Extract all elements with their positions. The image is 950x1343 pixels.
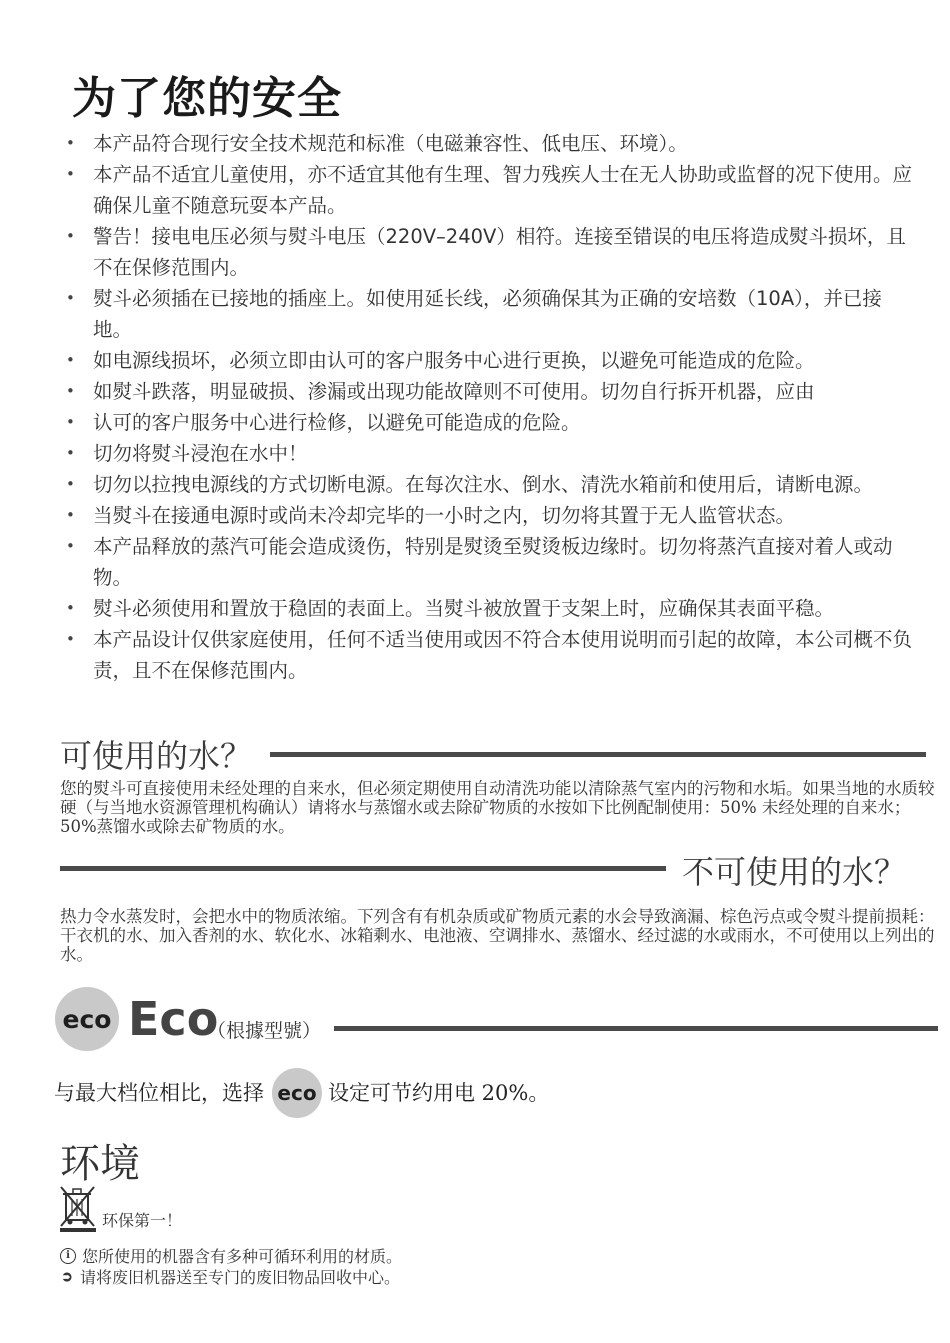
environment-title: 环境: [60, 1141, 140, 1187]
eco-icon: [272, 1068, 322, 1118]
eco-title: Eco: [128, 992, 219, 1046]
safety-item: • 本产品不适宜儿童使用，亦不适宜其他有生理、智力残疾人士在无人协助或监督的况下使用。应确保儿童不随意玩耍本产品。: [66, 159, 916, 221]
safety-item: • 当熨斗在接通电源时或尚未冷却完毕的一小时之内，切勿将其置于无人监管状态。: [66, 500, 916, 531]
recycle-info-row: [60, 1244, 402, 1267]
unusable-water-text: 热力令水蒸发时，会把水中的物质浓缩。下列含有有机杂质或矿物质元素的水会导致滴漏、棕色污点或令熨斗提前损耗：干衣机的水、加入香剂的水、软化水、冰箱剩水、电池液、空调排水、蒸馏水、经过滤的水或雨水，不可使用以上列出的水。: [60, 907, 935, 964]
safety-item: • 切勿以拉拽电源线的方式切断电源。在每次注水、倒水、清洗水箱前和使用后，请断电源。: [66, 469, 916, 500]
section-divider: [334, 1026, 938, 1031]
eco-badge-label: eco: [62, 1004, 112, 1034]
recycle-row: [58, 1184, 182, 1232]
safety-item: • 本产品符合现行安全技术规范和标准（电磁兼容性、低电压、环境）。: [66, 128, 916, 159]
safety-item: • 切勿将熨斗浸泡在水中！: [66, 438, 916, 469]
usable-water-heading: 可使用的水？: [60, 737, 253, 775]
page-title: 为了您的安全: [72, 73, 342, 124]
eco-text-after: 设定可节约用电 20%。: [328, 1081, 550, 1105]
eco-text-before: 与最大档位相比，选择: [54, 1081, 264, 1105]
safety-item: • 警告！接电电压必须与熨斗电压（220V–240V）相符。连接至错误的电压将造成熨斗损坏，且不在保修范围内。: [66, 221, 916, 283]
environment-tagline: 环保第一！: [102, 1210, 183, 1230]
eco-description: [54, 1067, 549, 1117]
info-icon: i: [60, 1248, 76, 1264]
usable-water-text: 您的熨斗可直接使用未经处理的自来水，但必须定期使用自动清洗功能以清除蒸气室内的污物和水垢。如果当地的水质较硬（与当地水资源管理机构确认）请将水与蒸馏水或去除矿物质的水按如下比例配制使用：50% 未经处理的自来水；50%蒸馏水或除去矿物质的水。: [60, 779, 935, 836]
section-divider: [60, 866, 666, 871]
recycle-info-row: [60, 1265, 400, 1288]
safety-item: • 认可的客户服务中心进行检修，以避免可能造成的危险。: [66, 407, 916, 438]
eco-icon: [55, 987, 119, 1051]
unusable-water-heading: 不可使用的水？: [682, 853, 907, 891]
environment-line-1: 您所使用的机器含有多种可循环利用的材质。: [82, 1247, 403, 1266]
safety-item: • 本产品设计仅供家庭使用，任何不适当使用或因不符合本使用说明而引起的故障，本公司概不负责，且不在保修范围内。: [66, 624, 916, 686]
arrow-right-icon: ➲: [61, 1268, 73, 1285]
safety-item: • 如熨斗跌落，明显破损、渗漏或出现功能故障则不可使用。切勿自行拆开机器，应由: [66, 376, 916, 407]
section-divider: [270, 752, 926, 757]
safety-item: • 熨斗必须使用和置放于稳固的表面上。当熨斗被放置于支架上时，应确保其表面平稳。: [66, 593, 916, 624]
eco-note: （根據型號）: [207, 1020, 322, 1042]
crossed-bin-icon: [58, 1184, 98, 1232]
safety-item: • 如电源线损坏，必须立即由认可的客户服务中心进行更换，以避免可能造成的危险。: [66, 345, 916, 376]
safety-item: • 熨斗必须插在已接地的插座上。如使用延长线，必须确保其为正确的安培数（10A），并已接地。: [66, 283, 916, 345]
safety-list: [66, 128, 916, 686]
eco-badge-label: eco: [277, 1081, 317, 1105]
environment-line-2: 请将废旧机器送至专门的废旧物品回收中心。: [80, 1268, 401, 1287]
safety-item: • 本产品释放的蒸汽可能会造成烫伤，特别是熨烫至熨烫板边缘时。切勿将蒸汽直接对着人或动物。: [66, 531, 916, 593]
